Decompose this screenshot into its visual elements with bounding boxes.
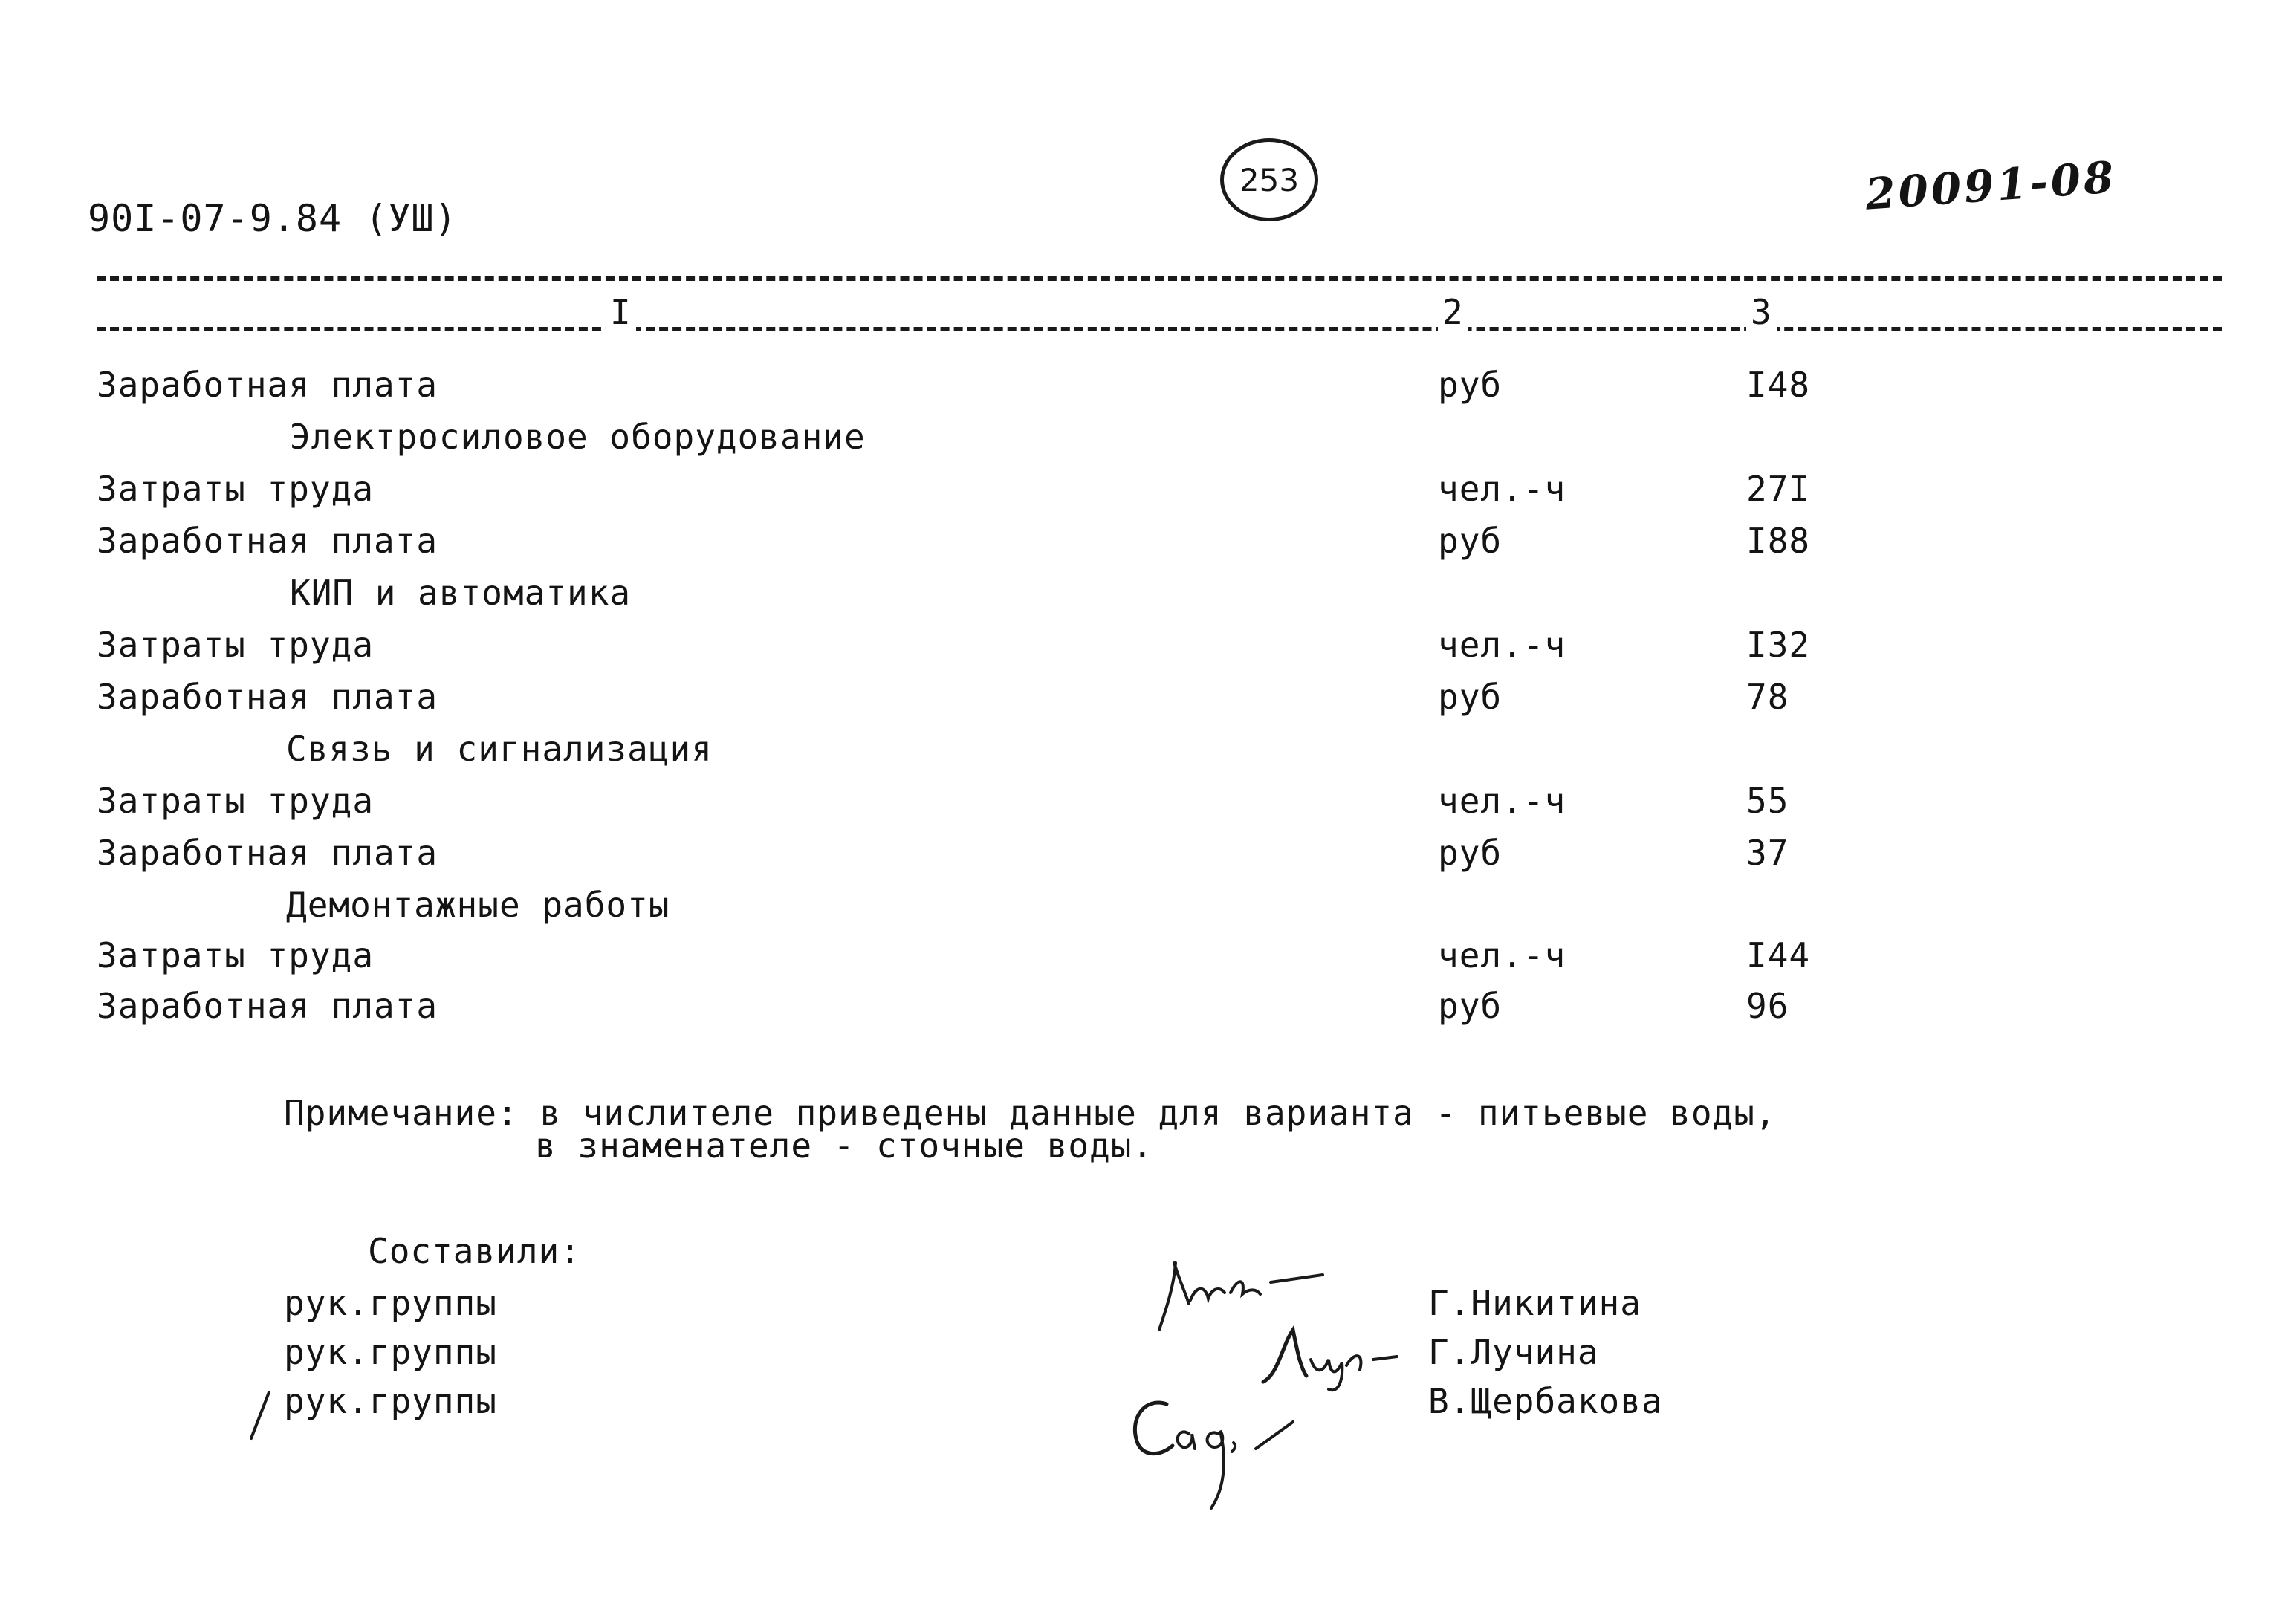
row-name: Заработная плата — [97, 521, 438, 561]
row-value: 96 — [1746, 986, 1789, 1026]
row-value: 78 — [1746, 677, 1789, 717]
signatory-name: В.Щербакова — [1428, 1381, 1663, 1421]
row-name: Заработная плата — [97, 677, 438, 717]
row-value: I88 — [1746, 521, 1811, 561]
signatory-role: рук.группы — [284, 1283, 497, 1323]
row-unit: чел.-ч — [1438, 935, 1566, 975]
row-name: Заработная плата — [97, 833, 438, 873]
row-unit: руб — [1438, 521, 1503, 561]
row-value: I32 — [1746, 625, 1811, 665]
row-name: Заработная плата — [97, 365, 438, 405]
note-line-1: Примечание: в числителе приведены данные для варианта - питьевые воды, — [284, 1093, 1777, 1133]
row-unit: руб — [1438, 986, 1503, 1026]
row-unit: чел.-ч — [1438, 469, 1566, 509]
hand-mark — [245, 1389, 275, 1441]
row-name: Затраты труда — [97, 625, 375, 665]
row-value: 37 — [1746, 833, 1789, 873]
column-header-2: 2 — [1438, 291, 1468, 333]
page-number-stamp — [1220, 138, 1318, 221]
header-rule-bottom — [97, 327, 2222, 331]
compiled-by-heading: Составили: — [368, 1231, 581, 1271]
signature-scherbakova — [1115, 1374, 1338, 1516]
row-unit: руб — [1438, 833, 1503, 873]
signatory-role: рук.группы — [284, 1381, 497, 1421]
signatory-role: рук.группы — [284, 1332, 497, 1372]
column-header-1: I — [606, 291, 636, 333]
row-unit: руб — [1438, 365, 1503, 405]
document-code: 90I-07-9.84 (УШ) — [88, 197, 458, 240]
row-name: Затраты труда — [97, 935, 375, 975]
section-title: Электросиловое оборудование — [290, 417, 866, 457]
column-header-3: 3 — [1746, 291, 1777, 333]
header-rule-top — [97, 276, 2222, 281]
row-unit: чел.-ч — [1438, 625, 1566, 665]
section-title: КИП и автоматика — [290, 573, 632, 613]
page-number: 253 — [1239, 161, 1300, 198]
row-unit: чел.-ч — [1438, 781, 1566, 821]
section-title: Связь и сигнализация — [286, 729, 713, 769]
signatory-name: Г.Лучина — [1428, 1332, 1599, 1372]
row-name: Затраты труда — [97, 781, 375, 821]
signatory-name: Г.Никитина — [1428, 1283, 1641, 1323]
handwritten-reference: 20091-08 — [1864, 152, 2119, 220]
section-title: Демонтажные работы — [286, 885, 670, 925]
row-unit: руб — [1438, 677, 1503, 717]
row-value: 27I — [1746, 469, 1811, 509]
note-line-2: в знаменателе - сточные воды. — [535, 1126, 1154, 1166]
row-name: Затраты труда — [97, 469, 375, 509]
row-value: I44 — [1746, 935, 1811, 975]
row-name: Заработная плата — [97, 986, 438, 1026]
row-value: I48 — [1746, 365, 1811, 405]
row-value: 55 — [1746, 781, 1789, 821]
